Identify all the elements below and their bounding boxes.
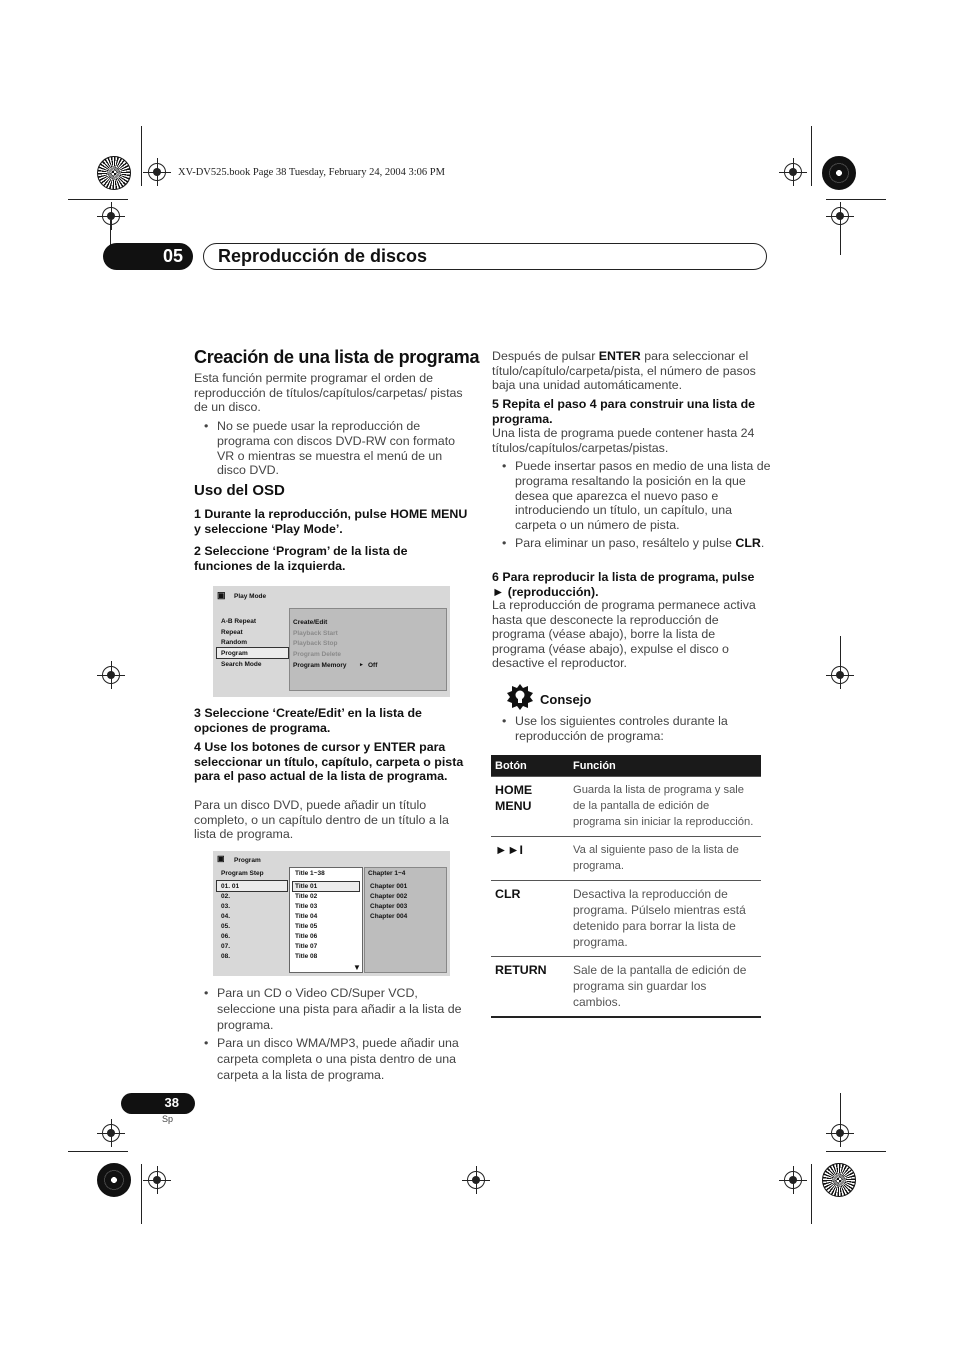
step-2: 2 Seleccione ‘Program’ de la lista de funciones de la izquierda. (194, 544, 408, 573)
table-row (491, 957, 761, 1018)
osd-options-panel (289, 608, 447, 691)
osd-menu-item: A-B Repeat (221, 618, 257, 625)
title-list-item: Title 08 (295, 953, 318, 960)
section-title: Creación de una lista de programa (194, 347, 480, 367)
crosshair-target-icon (102, 207, 120, 225)
program-step: 06. (221, 933, 231, 940)
tip-icon (506, 683, 534, 711)
crosshair-target-icon (148, 1171, 166, 1189)
function-cell: Guarda la lista de programa y sale de la pantalla de edición de programa sin iniciar la reproducción. (569, 777, 761, 837)
registration-wheel-top-right-icon (822, 156, 856, 190)
bullet-item (493, 536, 771, 551)
registration-wheel-bottom-left-icon (97, 1163, 131, 1197)
crosshair-target-icon (784, 163, 802, 181)
registration-wheel-top-left-icon (97, 156, 131, 190)
crosshair-target-icon (467, 1171, 485, 1189)
crosshair-target-icon (102, 666, 120, 684)
osd-option: Program Memory (293, 662, 347, 669)
print-info: XV-DV525.book Page 38 Tuesday, February 24, 2004 3:06 PM (178, 167, 445, 178)
program-step: 07. (221, 943, 231, 950)
crop-mark (68, 199, 128, 200)
crop-mark (811, 126, 812, 186)
crop-mark (68, 1151, 128, 1152)
button-name-cell: CLR (491, 881, 569, 957)
crosshair-target-icon (831, 1124, 849, 1142)
table-header-cell: Función (569, 755, 761, 777)
program-step: 02. (221, 893, 231, 900)
title-list-item: Title 05 (295, 923, 318, 930)
osd-play-mode-screen (213, 586, 450, 697)
function-cell: Sale de la pantalla de edición de programa sin guardar los cambios. (569, 957, 761, 1018)
program-step: 03. (221, 903, 231, 910)
crosshair-target-icon (148, 163, 166, 181)
chapter-number-badge: 05 (103, 243, 193, 270)
crop-mark (141, 1164, 142, 1224)
osd-column-header: Chapter 1~4 (368, 870, 406, 877)
crop-mark (826, 1151, 886, 1152)
crop-mark (141, 126, 142, 186)
title-list-item: Title 02 (295, 893, 318, 900)
play-mode-icon: ▣ (217, 590, 226, 600)
page-number-badge: 38 (121, 1093, 195, 1114)
title-list-item: Title 01 (295, 883, 318, 890)
step-4-text: Para un disco DVD, puede añadir un título completo, o un capítulo dentro de un título a la lista de programa. (194, 798, 449, 842)
step-6: 6 Para reproducir la lista de programa, pulse ► (reproducción). (492, 570, 755, 599)
crop-mark (840, 1093, 841, 1123)
title-list-item: Title 06 (295, 933, 318, 940)
osd-option-value: Off (368, 662, 378, 669)
program-step: 01. 01 (221, 883, 240, 890)
osd-title-list (289, 867, 363, 973)
step-6-text: La reproducción de programa permanece activa hasta que desconecte la reproducción de programa (véase abajo), borre la lista de programa (véase abajo), expulse el disco o desactive el reproductor. (492, 598, 756, 671)
osd-column-header: Title 1~38 (295, 870, 325, 877)
bullet-item: • Para un disco WMA/MP3, puede añadir una carpeta completa o una pista dentro de una carpeta a la lista de programa. (195, 1035, 473, 1083)
crop-mark (840, 636, 841, 666)
language-code: Sp (162, 1114, 174, 1124)
bullet-text-end: . (760, 536, 765, 550)
bullet-item: • Para un CD o Video CD/Super VCD, seleccione una pista para añadir a la lista de programa. (195, 985, 473, 1033)
table-row (491, 837, 761, 881)
table-header-row (491, 755, 761, 777)
osd-option: Program Delete (293, 651, 342, 658)
crosshair-target-icon (784, 1171, 802, 1189)
chapter-list-item: Chapter 002 (370, 893, 408, 900)
osd-option: Create/Edit (293, 619, 328, 626)
step-5: 5 Repita el paso 4 para construir una lista de programa. (492, 397, 756, 426)
intro-paragraph: Esta función permite programar el orden de reproducción de títulos/capítulos/carpetas/ pistas de un disco. (194, 371, 463, 415)
osd-title: Play Mode (234, 593, 267, 600)
bullet-item: • No se puede usar la reproducción de programa con discos DVD-RW con formato VR o mientras se muestra el menú de un disco DVD. (195, 419, 473, 478)
registration-wheel-bottom-right-icon (822, 1163, 856, 1197)
bullet-item: • Puede insertar pasos en medio de una lista de programa resaltando la posición en la que desea que aparezca el nuevo paso e introduciendo un título, un capítulo, una carpeta o un número de pista. (493, 459, 771, 533)
after-enter-paragraph (492, 349, 767, 393)
scroll-down-arrow-icon: ▼ (353, 963, 361, 972)
osd-column-header: Program Step (221, 870, 264, 877)
program-step: 04. (221, 913, 231, 920)
osd-menu-item: Program (221, 650, 248, 657)
chapter-list-item: Chapter 001 (370, 883, 408, 890)
osd-title: Program (234, 857, 261, 864)
chapter-list-item: Chapter 004 (370, 913, 408, 920)
button-name-cell: RETURN (491, 957, 569, 1018)
table-header-cell: Botón (491, 755, 569, 777)
program-icon: ▣ (217, 854, 225, 863)
button-name-cell: HOME MENU (491, 777, 569, 837)
osd-option: Playback Start (293, 630, 338, 637)
after-enter-text-end: para seleccionar el título/capítulo/carpeta/pista, el número de pasos baja una unidad automáticamente. (492, 349, 756, 393)
function-cell: Va al siguiente paso de la lista de programa. (569, 837, 761, 881)
osd-menu-item: Repeat (221, 629, 243, 636)
osd-option: Playback Stop (293, 640, 338, 647)
clr-key-label: CLR (735, 536, 761, 550)
crop-mark (826, 199, 886, 200)
crosshair-target-icon (831, 666, 849, 684)
crosshair-target-icon (102, 1124, 120, 1142)
title-list-item: Title 04 (295, 913, 318, 920)
arrow-right-icon: ► (359, 662, 364, 668)
crop-mark (840, 220, 841, 255)
tip-title: Consejo (540, 692, 592, 707)
chapter-list-item: Chapter 003 (370, 903, 408, 910)
subsection-title: Uso del OSD (194, 482, 285, 499)
step-3: 3 Seleccione ‘Create/Edit’ en la lista de opciones de programa. (194, 706, 422, 735)
button-name-cell: ►►I (491, 837, 569, 881)
osd-menu-item: Random (221, 639, 247, 646)
program-step: 08. (221, 953, 231, 960)
step-4: 4 Use los botones de cursor y ENTER para seleccionar un título, capítulo, carpeta o pista para el paso actual de la lista de programa. (194, 740, 464, 784)
step-1: 1 Durante la reproducción, pulse HOME MENU y seleccione ‘Play Mode’. (194, 507, 468, 536)
button-function-table (491, 755, 761, 1018)
osd-menu-item: Search Mode (221, 661, 262, 668)
osd-chapter-panel (364, 867, 447, 973)
chapter-title: Reproducción de discos (203, 243, 767, 270)
function-cell: Desactiva la reproducción de programa. Púlselo mientras está detenido para borrar la lista de programa. (569, 881, 761, 957)
tip-bullet: • Use los siguientes controles durante la reproducción de programa: (493, 714, 771, 744)
program-step: 05. (221, 923, 231, 930)
bullet-text: Para eliminar un paso, resáltelo y pulse (515, 536, 736, 550)
table-row (491, 881, 761, 957)
enter-key-label: ENTER (598, 349, 641, 363)
title-list-item: Title 07 (295, 943, 318, 950)
step-5-text: Una lista de programa puede contener hasta 24 títulos/capítulos/carpetas/pistas. (492, 426, 755, 455)
after-enter-text: Después de pulsar (492, 349, 599, 363)
table-row (491, 777, 761, 837)
title-list-item: Title 03 (295, 903, 318, 910)
crop-mark (811, 1164, 812, 1224)
osd-program-screen (213, 851, 450, 976)
